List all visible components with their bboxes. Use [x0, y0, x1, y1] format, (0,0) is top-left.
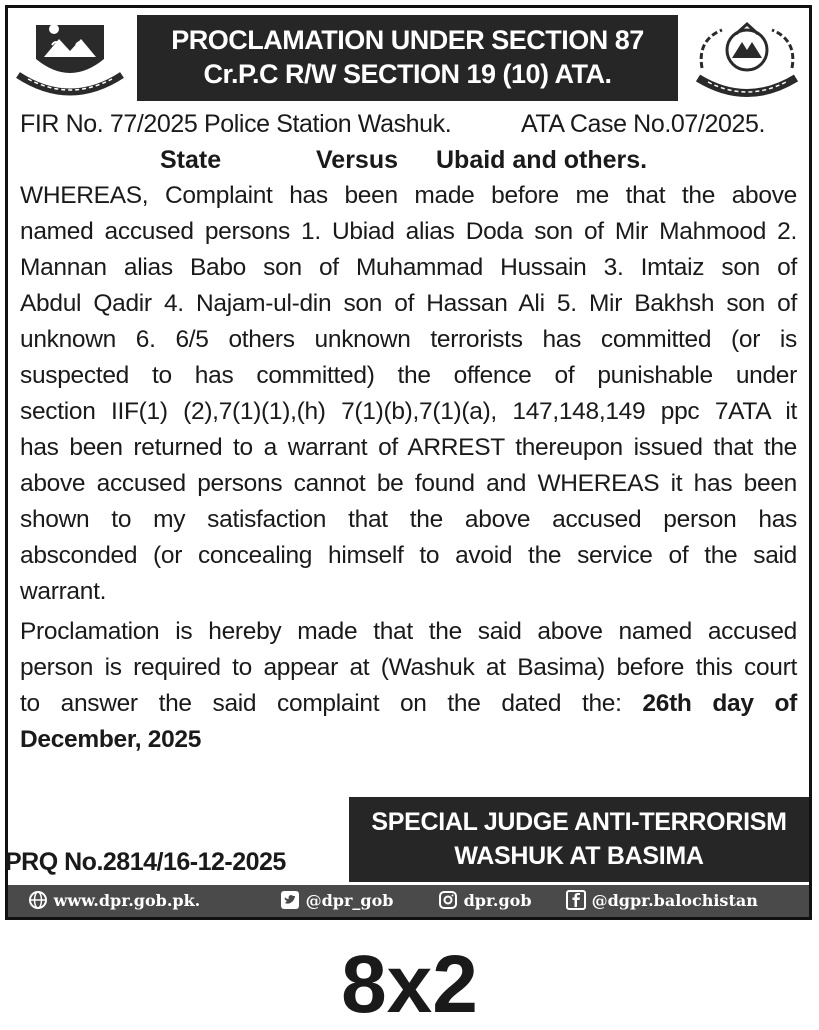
body-line: person is required to appear at (Washuk at Basima) before this court — [20, 654, 797, 681]
body-line: WHEREAS, Complaint has been made before me that the above — [20, 182, 797, 209]
body-line: Proclamation is hereby made that the said above named accused — [20, 618, 797, 645]
instagram-handle[interactable]: dpr.gob — [463, 891, 532, 910]
appearance-text: to answer the said complaint on the dated the: — [20, 690, 622, 717]
government-emblem-left — [14, 17, 126, 97]
website-item[interactable] — [28, 885, 200, 917]
twitter-icon — [280, 890, 300, 910]
body-line: has been returned to a warrant of ARREST thereupon issued that the — [20, 434, 797, 461]
body-line: suspected to has committed) the offence of punishable under — [20, 362, 797, 389]
body-line: Abdul Qadir 4. Najam-ul-din son of Hassan Ali 5. Mir Bakhsh son of — [20, 290, 797, 317]
ad-size-label: 8x2 — [341, 939, 478, 1030]
party-state: State — [160, 146, 222, 174]
party-accused: Ubaid and others. — [436, 146, 648, 174]
body-line: unknown 6. 6/5 others unknown terrorists has committed (or is — [20, 326, 797, 353]
twitter-item[interactable] — [280, 885, 393, 917]
body-line: Mannan alias Babo son of Muhammad Hussain 3. Imtaiz son of — [20, 254, 797, 281]
facebook-icon — [566, 890, 586, 910]
twitter-handle[interactable]: @dpr_gob — [305, 891, 394, 910]
title-line-1: PROCLAMATION UNDER SECTION 87 — [171, 25, 644, 55]
judge-location: WASHUK AT BASIMA — [454, 842, 704, 870]
body-line: section IIF(1) (2),7(1)(1),(h) 7(1)(b),7(1)(a), 147,148,149 ppc 7ATA it — [20, 398, 797, 425]
judge-title: SPECIAL JUDGE ANTI-TERRORISM — [371, 808, 787, 836]
body-line: above accused persons cannot be found and WHEREAS it has been — [20, 470, 797, 497]
fir-number: FIR No. 77/2025 Police Station Washuk. — [20, 110, 452, 138]
body-line: named accused persons 1. Ubiad alias Doda son of Mir Mahmood 2. — [20, 218, 797, 245]
body-line: absconded (or concealing himself to avoid the service of the said — [20, 542, 797, 569]
dgpr-emblem-right — [692, 20, 802, 100]
contact-footer — [8, 885, 809, 917]
facebook-item[interactable] — [566, 885, 758, 917]
instagram-item[interactable] — [438, 885, 532, 917]
proclamation-title — [137, 15, 678, 101]
ata-case-number: ATA Case No.07/2025. — [521, 110, 766, 138]
facebook-handle[interactable]: @dgpr.balochistan — [591, 891, 758, 910]
instagram-icon — [438, 890, 458, 910]
body-line: shown to my satisfaction that the above accused person has — [20, 506, 797, 533]
website-link[interactable]: www.dpr.gob.pk. — [53, 891, 201, 910]
body-line: warrant. — [20, 578, 107, 605]
versus-label: Versus — [316, 146, 399, 174]
body-line — [20, 686, 797, 722]
globe-icon — [28, 890, 48, 910]
signature-block — [349, 797, 809, 882]
appearance-date-part2: December, 2025 — [20, 726, 202, 753]
prq-number: PRQ No.2814/16-12-2025 — [5, 848, 286, 876]
appearance-date-part1: 26th day of — [642, 690, 798, 717]
title-line-2: Cr.P.C R/W SECTION 19 (10) ATA. — [203, 59, 612, 89]
